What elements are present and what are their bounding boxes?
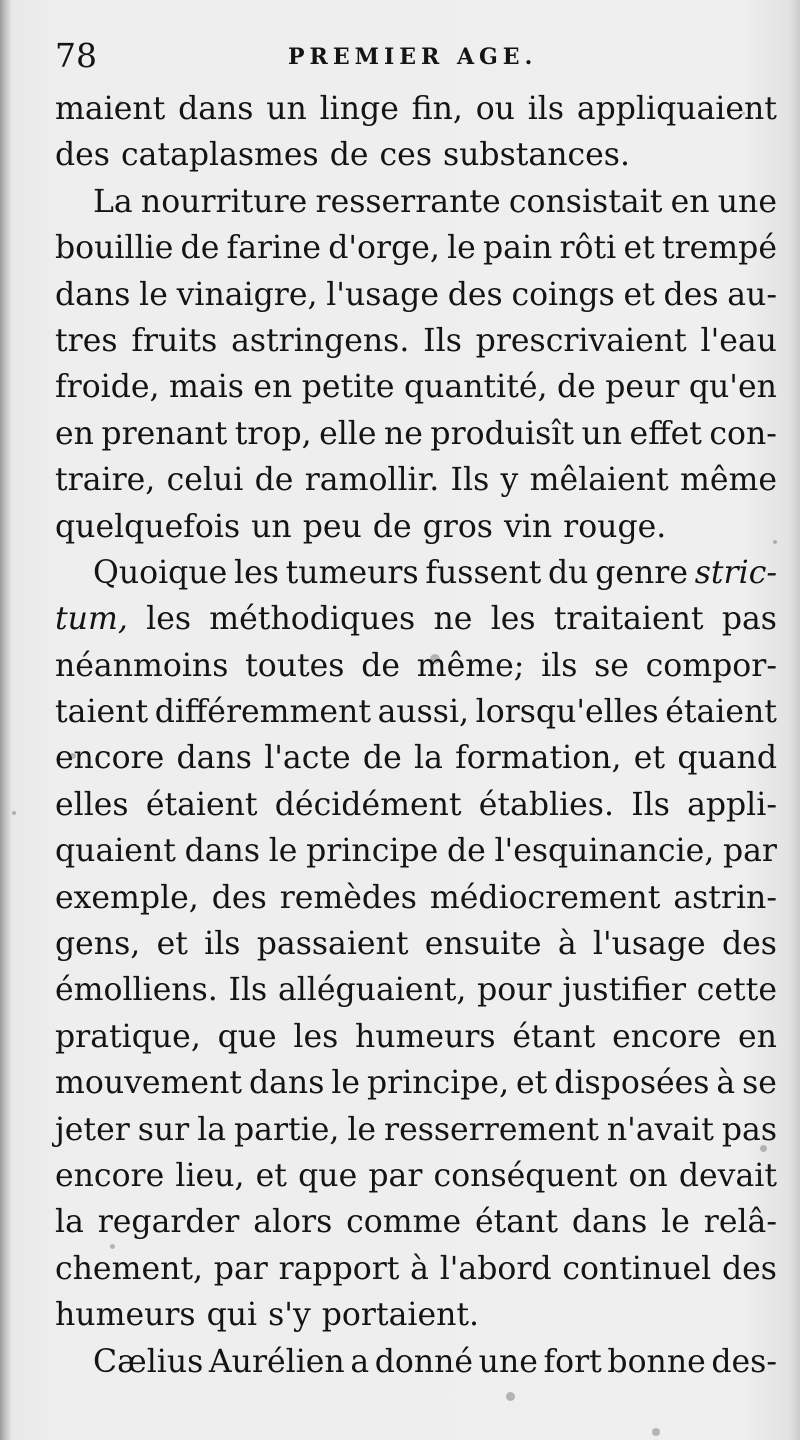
page-header	[55, 34, 775, 78]
word: y	[500, 462, 519, 499]
word: celui	[166, 462, 244, 499]
word: rôti	[559, 230, 617, 267]
word: Quoique	[93, 554, 228, 591]
text-line	[55, 318, 777, 364]
word: et	[623, 230, 655, 267]
word: et	[156, 926, 188, 963]
paper-speck	[652, 1428, 660, 1436]
word: étaient	[665, 694, 777, 731]
word: humeurs	[354, 1018, 496, 1055]
word: l'eau	[700, 322, 777, 359]
word: à	[410, 1250, 429, 1287]
word: et	[255, 1157, 287, 1194]
word: en	[253, 369, 293, 406]
word: la	[414, 740, 443, 777]
word: passaient	[256, 926, 409, 963]
italic-word: tum,	[55, 601, 128, 638]
word: fruits	[131, 322, 218, 359]
word: néanmoins	[55, 647, 229, 684]
word: dans	[184, 833, 261, 870]
page-number: 78	[55, 36, 97, 75]
word: petite	[301, 369, 395, 406]
word: pas	[721, 601, 777, 638]
text-line	[55, 1199, 777, 1245]
word: humeurs	[55, 1297, 196, 1334]
word: l'acte	[264, 740, 351, 777]
word: produisît	[430, 415, 575, 452]
word: n'avait	[606, 1111, 714, 1148]
text-line	[55, 1246, 777, 1292]
word: pratique,	[55, 1018, 201, 1055]
word: astringens.	[231, 322, 410, 359]
running-head: PREMIER AGE.	[288, 44, 538, 70]
text-line	[55, 411, 777, 457]
word: s'y	[268, 1297, 311, 1334]
word: aussi,	[377, 694, 470, 731]
word: un	[251, 508, 292, 545]
word: nourriture	[140, 183, 308, 220]
text-line	[55, 504, 777, 550]
word: les	[146, 601, 192, 638]
word: rapport	[278, 1250, 400, 1287]
text-line	[55, 1107, 777, 1153]
word: un	[266, 91, 307, 127]
word: mêlaient	[529, 462, 669, 499]
word: des	[663, 276, 719, 313]
text-line	[55, 1339, 777, 1385]
word: des	[55, 137, 110, 174]
word: ils	[541, 647, 578, 684]
text-line	[55, 875, 777, 921]
text-line	[55, 550, 777, 596]
word: des	[447, 276, 503, 313]
word: le	[331, 1065, 361, 1102]
word: con-	[709, 415, 777, 452]
word: ne	[433, 601, 473, 638]
word: une	[478, 1343, 538, 1380]
word: compor-	[645, 647, 777, 684]
word: à	[557, 926, 577, 963]
word: Ils	[228, 972, 268, 1009]
word: dans	[248, 1065, 325, 1102]
text-line	[55, 225, 777, 271]
word: fussent	[425, 554, 542, 591]
word: décidément	[274, 786, 462, 823]
word: prescrivaient	[475, 322, 687, 359]
word: traitaient	[553, 601, 704, 638]
word: dans	[176, 740, 252, 777]
word: la	[197, 1111, 227, 1148]
word: chement,	[55, 1250, 204, 1287]
word: dans	[55, 276, 131, 313]
word: ramollir.	[304, 462, 440, 499]
word: on	[628, 1157, 668, 1194]
word: appliquaient	[576, 91, 777, 127]
word: alors	[253, 1204, 333, 1241]
text-line	[55, 735, 777, 781]
word: gens,	[55, 926, 141, 963]
word: étant	[474, 1204, 559, 1241]
word: le	[347, 1111, 377, 1148]
word: pain	[483, 230, 553, 267]
word: pour	[477, 972, 552, 1009]
word: de	[557, 369, 596, 406]
word: regarder	[97, 1204, 240, 1241]
word: peur	[605, 369, 680, 406]
word: se	[742, 1065, 777, 1102]
word: les	[293, 1018, 339, 1055]
word: en	[738, 1018, 777, 1055]
word: de	[372, 508, 412, 545]
word: quelquefois	[55, 508, 241, 545]
text-line	[55, 1153, 777, 1199]
text-line	[55, 689, 777, 735]
word: un	[581, 415, 623, 452]
word: donné	[374, 1343, 474, 1380]
word: par	[213, 1250, 268, 1287]
text-line	[55, 782, 777, 828]
word: traire,	[55, 462, 156, 499]
word: quantité,	[404, 369, 548, 406]
word: Cælius	[93, 1343, 204, 1380]
word: a	[350, 1343, 370, 1380]
word: encore	[55, 740, 165, 777]
word: des	[721, 926, 777, 963]
word: étant	[512, 1018, 596, 1055]
word: ou	[475, 91, 515, 127]
word: rouge.	[563, 508, 667, 545]
word: toutes	[245, 647, 345, 684]
word: fin,	[411, 91, 463, 127]
word: et	[633, 740, 666, 777]
word: peu	[302, 508, 362, 545]
word: Ils	[450, 462, 490, 499]
word: ils	[204, 926, 241, 963]
word: lorsqu'elles	[475, 694, 659, 731]
word: des	[722, 1250, 777, 1287]
word: du	[547, 554, 589, 591]
word: différemment	[154, 694, 371, 731]
word: de	[180, 230, 220, 267]
text-line	[55, 272, 777, 318]
word: de	[254, 462, 294, 499]
word: remèdes	[279, 879, 417, 916]
word: l'usage	[326, 276, 439, 313]
word: trempé	[661, 230, 777, 267]
word: elles	[55, 786, 129, 823]
word: qu'en	[688, 369, 777, 406]
word: même;	[416, 647, 525, 684]
word: qui	[206, 1297, 258, 1334]
word: en	[55, 415, 94, 452]
word: cette	[696, 972, 777, 1009]
word: ensuite	[424, 926, 542, 963]
word: la	[55, 1204, 84, 1241]
word: resserrement	[384, 1111, 599, 1148]
word: relâ-	[703, 1204, 777, 1241]
word: devait	[678, 1157, 777, 1194]
word: et	[516, 1065, 548, 1102]
word: émolliens.	[55, 972, 218, 1009]
word: de	[329, 137, 369, 174]
text-line	[55, 643, 777, 689]
word: La	[93, 183, 133, 220]
word: les	[234, 554, 279, 591]
paper-speck	[506, 1392, 515, 1401]
word: substances.	[442, 137, 630, 174]
word: continuel	[562, 1250, 712, 1287]
word: froide,	[55, 369, 160, 406]
word: coings	[511, 276, 615, 313]
word: que	[298, 1157, 358, 1194]
word: formation,	[455, 740, 622, 777]
word: l'usage	[592, 926, 706, 963]
word: pas	[721, 1111, 777, 1148]
word: Ils	[631, 786, 670, 823]
word: conséquent	[433, 1157, 618, 1194]
word: prenant	[101, 415, 228, 452]
text-line	[55, 86, 777, 132]
italic-word: stric-	[694, 554, 777, 591]
text-line	[55, 967, 777, 1013]
word: que	[217, 1018, 277, 1055]
word: quand	[677, 740, 777, 777]
word: quaient	[55, 833, 176, 870]
word: une	[717, 183, 777, 220]
word: par	[368, 1157, 423, 1194]
word: le	[268, 833, 298, 870]
word: gros	[422, 508, 493, 545]
word: justifier	[562, 972, 687, 1009]
word: mais	[169, 369, 244, 406]
word: tumeurs	[285, 554, 419, 591]
word: l'abord	[439, 1250, 552, 1287]
word: disposées	[554, 1065, 710, 1102]
word: taient	[55, 694, 149, 731]
word: médiocrement	[429, 879, 661, 916]
word: en	[670, 183, 710, 220]
word: d'orge,	[328, 230, 440, 267]
text-line	[55, 457, 777, 503]
word: ne	[384, 415, 423, 452]
text-line	[55, 364, 777, 410]
text-line	[55, 1292, 777, 1338]
word: sur	[137, 1111, 190, 1148]
word: mouvement	[55, 1065, 243, 1102]
word: jeter	[55, 1111, 130, 1148]
word: même	[679, 462, 777, 499]
word: des	[211, 879, 267, 916]
word: vin	[503, 508, 553, 545]
word: fort	[543, 1343, 602, 1380]
word: partie,	[234, 1111, 340, 1148]
word: elle	[319, 415, 377, 452]
word: lieu,	[175, 1157, 245, 1194]
paper-speck	[12, 811, 16, 815]
word: genre	[595, 554, 688, 591]
word: farine	[226, 230, 322, 267]
word: ils	[527, 91, 565, 127]
word: étaient	[145, 786, 258, 823]
word: astrin-	[673, 879, 777, 916]
word: à	[716, 1065, 736, 1102]
word: de	[361, 647, 400, 684]
word: les	[490, 601, 536, 638]
word: bouillie	[55, 230, 174, 267]
word: et	[623, 276, 655, 313]
word: principe,	[366, 1065, 510, 1102]
word: ces	[379, 137, 432, 174]
word: Ils	[423, 322, 462, 359]
word: le	[139, 276, 168, 313]
word: tres	[55, 322, 118, 359]
word: exemple,	[55, 879, 199, 916]
word: principe	[306, 833, 439, 870]
word: se	[594, 647, 629, 684]
word: portaient.	[321, 1297, 480, 1334]
word: vinaigre,	[176, 276, 318, 313]
body-text	[55, 86, 777, 1385]
word: au-	[727, 276, 777, 313]
word: alléguaient,	[277, 972, 467, 1009]
word: le	[447, 230, 476, 267]
text-line	[55, 132, 777, 178]
word: trop,	[234, 415, 312, 452]
word: bonne	[607, 1343, 706, 1380]
word: établies.	[478, 786, 614, 823]
word: de	[362, 740, 402, 777]
word: linge	[319, 91, 399, 127]
word: le	[661, 1204, 690, 1241]
word: encore	[612, 1018, 722, 1055]
word: cataplasmes	[120, 137, 319, 174]
word: appli-	[687, 786, 777, 823]
word: dans	[178, 91, 254, 127]
text-line	[55, 828, 777, 874]
word: dans	[571, 1204, 648, 1241]
page-gutter-shadow	[0, 0, 12, 1440]
word: maient	[55, 91, 166, 127]
word: encore	[55, 1157, 165, 1194]
word: resserrante	[315, 183, 501, 220]
text-line	[55, 921, 777, 967]
word: par	[722, 833, 777, 870]
word: des-	[711, 1343, 777, 1380]
word: l'esquinancie,	[494, 833, 715, 870]
text-line	[55, 596, 777, 642]
word: méthodiques	[209, 601, 416, 638]
word: Aurélien	[208, 1343, 345, 1380]
word: consistait	[508, 183, 663, 220]
word: de	[446, 833, 486, 870]
text-line	[55, 1060, 777, 1106]
text-line	[55, 1014, 777, 1060]
word: comme	[346, 1204, 462, 1241]
word: effet	[629, 415, 702, 452]
text-line	[55, 179, 777, 225]
